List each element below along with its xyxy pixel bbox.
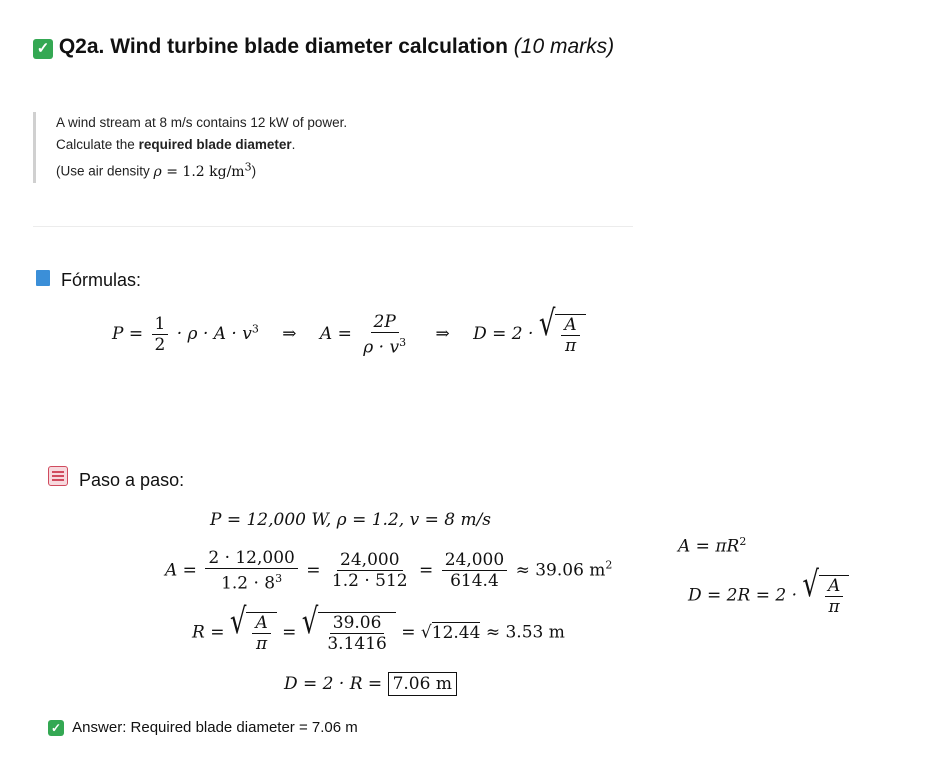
diameter-formula: D = 2 · √ $\frac{A}{\pi}$ (473, 324, 586, 344)
formulas-title: Fórmulas: (61, 270, 142, 290)
divider (33, 226, 633, 227)
question-heading (33, 32, 673, 62)
side-diameter-formula: D = 2R = 2 · √ $\frac{A}{\pi}$ (688, 575, 849, 617)
problem-line-2: Calculate the required blade diameter. (56, 137, 296, 152)
problem-statement (33, 112, 616, 183)
area-step: A = $\frac{2 \cdot 12,000}{1.2 \cdot 8^3}$ = $\frac{24,000}{1.2 \cdot 512}$ = $\frac{24,000}{614.4}$ ≈ 39.06 $m^2$ (165, 548, 613, 594)
final-result-box: 7.06 m (388, 672, 457, 696)
check-mark-icon: ✓ (48, 720, 64, 736)
side-area-formula: $A = \pi R^2$ (678, 535, 747, 557)
answer-text: Answer: Required blade diameter = 7.06 m (72, 719, 358, 736)
diameter-step: D = 2 · R = 7.06 m (284, 674, 457, 694)
problem-line-1: A wind stream at 8 m/s contains 12 kW of power. (56, 115, 348, 130)
book-icon (36, 270, 50, 286)
area-formula: A = $\frac{2P}{\rho \cdot v^3}$ (319, 312, 407, 358)
density-expression: ρ = 1.2 $kg/m^3$ (153, 160, 252, 180)
answer-line (48, 719, 358, 736)
steps-heading (48, 466, 184, 491)
check-mark-icon: ✓ (33, 39, 53, 59)
steps-title: Paso a paso: (79, 470, 185, 490)
radius-step: R = √ $\frac{A}{\pi}$ = √ $\frac{39.06}{3.1416}$ = √12.44 ≈ 3.53 m (192, 601, 565, 654)
formulas-heading (36, 270, 141, 291)
abacus-icon (48, 466, 68, 486)
formula-line (112, 303, 586, 358)
question-title: Q2a. Wind turbine blade diameter calculation (58, 35, 508, 58)
power-formula: P = $\frac{1}{2}$ · $\rho \cdot A \cdot v^3$ (112, 314, 259, 356)
question-marks: (10 marks) (513, 35, 615, 58)
problem-line-3: (Use air density ρ = 1.2 $kg/m^3$) (56, 160, 257, 180)
givens-line: P = 12,000 W, ρ = 1.2, v = 8 m/s (210, 510, 492, 530)
implies-arrow: ⇒ (282, 324, 297, 345)
implies-arrow: ⇒ (435, 324, 450, 345)
